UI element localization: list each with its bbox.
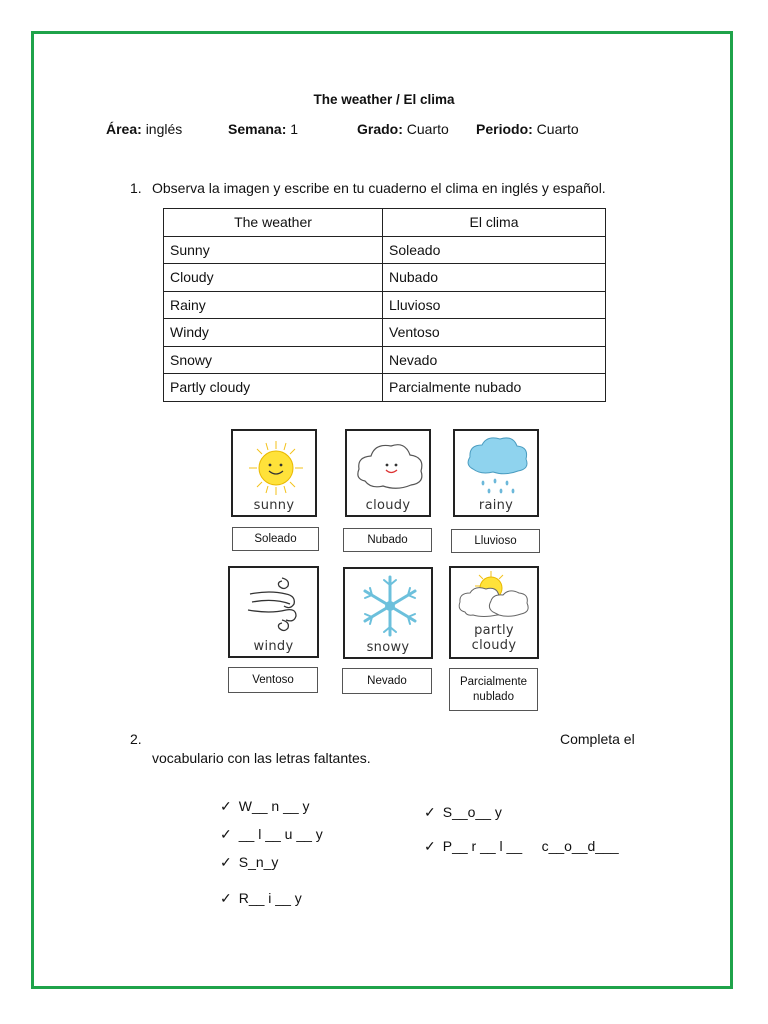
card-word: sunny	[253, 498, 295, 513]
table-cell-spanish: Nubado	[383, 264, 606, 292]
checkmark-icon: ✓	[220, 854, 232, 870]
exercise-item: ✓ S__o__ y	[424, 804, 502, 820]
exercise-item: ✓ W__ n __ y	[220, 798, 310, 814]
table-header-row	[164, 209, 606, 237]
weather-card-rainy	[453, 429, 539, 517]
weather-card-cloudy	[345, 429, 431, 517]
semana-field: Semana: 1	[228, 121, 299, 137]
exercise-item: ✓ P__ r __ l __ c__o__d___	[424, 838, 619, 854]
card-label-nevado: Nevado	[342, 668, 432, 694]
card-word: windy	[253, 639, 294, 654]
table-row	[164, 346, 606, 374]
checkmark-icon: ✓	[424, 838, 436, 854]
card-word: cloudy	[365, 498, 411, 513]
question-2-text-a: Completa el	[560, 731, 635, 747]
table-header-english: The weather	[164, 209, 383, 237]
exercise-item: ✓ S_n_y	[220, 854, 279, 870]
question-1-text: Observa la imagen y escribe en tu cuaderno el clima en inglés y español.	[152, 180, 606, 196]
table-header-spanish: El clima	[383, 209, 606, 237]
card-label-nubado: Nubado	[343, 528, 432, 552]
table-row	[164, 264, 606, 292]
table-cell-spanish: Parcialmente nubado	[383, 374, 606, 402]
page-title: The weather / El clima	[313, 92, 455, 107]
periodo-field: Periodo: Cuarto	[476, 121, 579, 137]
weather-card-partly-cloudy	[449, 566, 539, 659]
weather-card-sunny	[231, 429, 317, 517]
question-1-number: 1.	[130, 180, 142, 196]
exercise-item: ✓ R__ i __ y	[220, 890, 302, 906]
card-label-ventoso: Ventoso	[228, 667, 318, 693]
card-word: rainy	[478, 498, 514, 513]
table-cell-spanish: Nevado	[383, 346, 606, 374]
weather-card-snowy	[343, 567, 433, 659]
checkmark-icon: ✓	[424, 804, 436, 820]
table-cell-english: Snowy	[164, 346, 383, 374]
table-cell-english: Cloudy	[164, 264, 383, 292]
weather-card-windy	[228, 566, 319, 658]
card-word: partly cloudy	[471, 623, 517, 653]
question-2-number: 2.	[130, 731, 142, 747]
table-cell-english: Sunny	[164, 236, 383, 264]
card-label-soleado: Soleado	[232, 527, 319, 551]
table-row	[164, 374, 606, 402]
table-cell-spanish: Soleado	[383, 236, 606, 264]
table-cell-english: Rainy	[164, 291, 383, 319]
table-row	[164, 291, 606, 319]
checkmark-icon: ✓	[220, 890, 232, 906]
table-cell-english: Windy	[164, 319, 383, 347]
table-cell-spanish: Lluvioso	[383, 291, 606, 319]
checkmark-icon: ✓	[220, 798, 232, 814]
weather-vocabulary-table	[163, 208, 606, 402]
checkmark-icon: ✓	[220, 826, 232, 842]
table-cell-spanish: Ventoso	[383, 319, 606, 347]
exercise-item: ✓ __ l __ u __ y	[220, 826, 323, 842]
question-1	[130, 180, 606, 196]
table-row	[164, 319, 606, 347]
card-word: snowy	[366, 640, 410, 655]
card-label-lluvioso: Lluvioso	[451, 529, 540, 553]
table-cell-english: Partly cloudy	[164, 374, 383, 402]
question-2-text-b: vocabulario con las letras faltantes.	[152, 750, 371, 766]
grado-field: Grado: Cuarto	[357, 121, 449, 137]
card-label-parcialmente-nublado: Parcialmente nublado	[449, 668, 538, 711]
area-field: Área: inglés	[106, 121, 183, 137]
table-row	[164, 236, 606, 264]
